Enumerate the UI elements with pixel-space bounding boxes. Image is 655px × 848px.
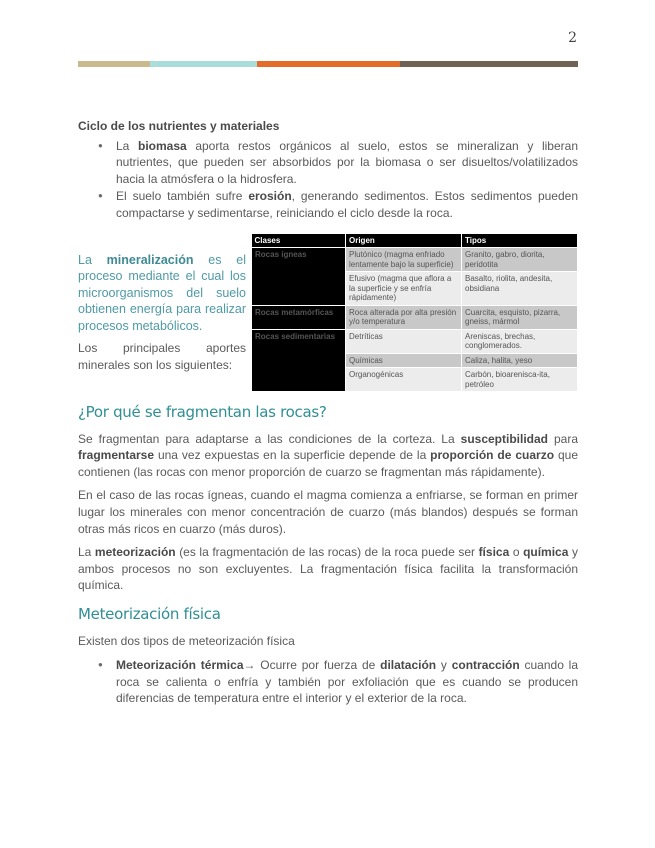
fragment-paragraph-2: En el caso de las rocas ígneas, cuando el magma comienza a enfriarse, se forman en primer lugar los minerales con menor concentración de cuarzo (más blandos) después se forman otras más ricos en cuarzo (más duros). (78, 488, 578, 536)
table-cell: Detríticas (346, 329, 462, 353)
fragment-section-title: ¿Por qué se fragmentan las rocas? (78, 403, 327, 422)
table-cell: Efusivo (magma que aflora a la superficie y se enfría rápidamente) (346, 272, 462, 306)
table-row (252, 248, 578, 272)
mineralization-text (78, 234, 246, 380)
table-cell: Areniscas, brechas, conglomerados. (462, 329, 578, 353)
fragment-paragraph-1: Se fragmentan para adaptarse a las condiciones de la corteza. La susceptibilidad para fragmentarse una vez expuestas en la superficie depende de la proporción de cuarzo que contienen (las rocas con menor proporción de cuarzo se fragmentan más rápidamente). (78, 431, 578, 479)
table-cell: Químicas (346, 353, 462, 368)
table-cell: Granito, gabro, diorita, peridotita (462, 248, 578, 272)
table-cell: Basalto, riolita, andesita, obsidiana (462, 272, 578, 306)
table-header-row (252, 234, 578, 248)
table-cell-class: Rocas metamórficas (252, 305, 346, 329)
rule-segment-3 (257, 61, 400, 67)
page-number: 2 (568, 30, 577, 46)
nutrients-list (78, 138, 578, 222)
table-row (252, 305, 578, 329)
table-header: Tipos (462, 234, 578, 248)
physical-list (78, 657, 578, 707)
rule-segment-4 (400, 61, 578, 67)
table-header: Origen (346, 234, 462, 248)
list-item: ● El suelo también sufre erosión, generando sedimentos. Estos sedimentos pueden compactarse y sedimentarse, reiniciando el ciclo desde la roca. (78, 188, 578, 221)
list-item: ● La biomasa aporta restos orgánicos al suelo, estos se mineralizan y liberan nutrientes, que pueden ser absorbidos por la biomasa o ser disueltos/volatilizados hacia la atmósfera o la hidrosfera. (78, 138, 578, 188)
table-cell: Cuarcita, esquisto, pizarra, gneiss, mármol (462, 305, 578, 329)
table-cell: Carbón, bioarenisca-ita, petróleo (462, 368, 578, 392)
minerals-text: Los principales aportes minerales son los siguientes: (78, 341, 246, 372)
rock-table (251, 234, 578, 393)
table-cell-class: Rocas ígneas (252, 248, 346, 306)
table-cell-class: Rocas sedimentarias (252, 329, 346, 392)
physical-section-title: Meteorización física (78, 605, 221, 623)
rule-segment-1 (78, 61, 150, 67)
table-cell: Roca alterada por alta presión y/o temperatura (346, 305, 462, 329)
mineralization-definition: La mineralización es el proceso mediante el cual los microorganismos del suelo obtienen energía para realizar procesos metabólicos. (78, 252, 246, 333)
table-row (252, 329, 578, 353)
physical-intro: Existen dos tipos de meteorización física (78, 633, 295, 648)
table-cell: Organogénicas (346, 368, 462, 392)
rule-segment-2 (150, 61, 257, 67)
table-header: Clases (252, 234, 346, 248)
fragment-paragraph-3: La meteorización (es la fragmentación de las rocas) de la roca puede ser física o química y ambos procesos no son excluyentes. La fragmentación física facilita la transformación química. (78, 545, 578, 593)
list-item: ● Meteorización térmica→ Ocurre por fuerza de dilatación y contracción cuando la roca se calienta o enfría y también por exfoliación que es cuando se producen diferencias de temperatura entre el interior y el exterior de la roca. (78, 657, 578, 707)
table-cell: Plutónico (magma enfriado lentamente bajo la superficie) (346, 248, 462, 272)
page-content (78, 118, 578, 708)
nutrients-heading: Ciclo de los nutrientes y materiales (78, 119, 280, 133)
table-cell: Caliza, halita, yeso (462, 353, 578, 368)
mineralization-block (78, 234, 578, 393)
header-rule (78, 61, 578, 67)
